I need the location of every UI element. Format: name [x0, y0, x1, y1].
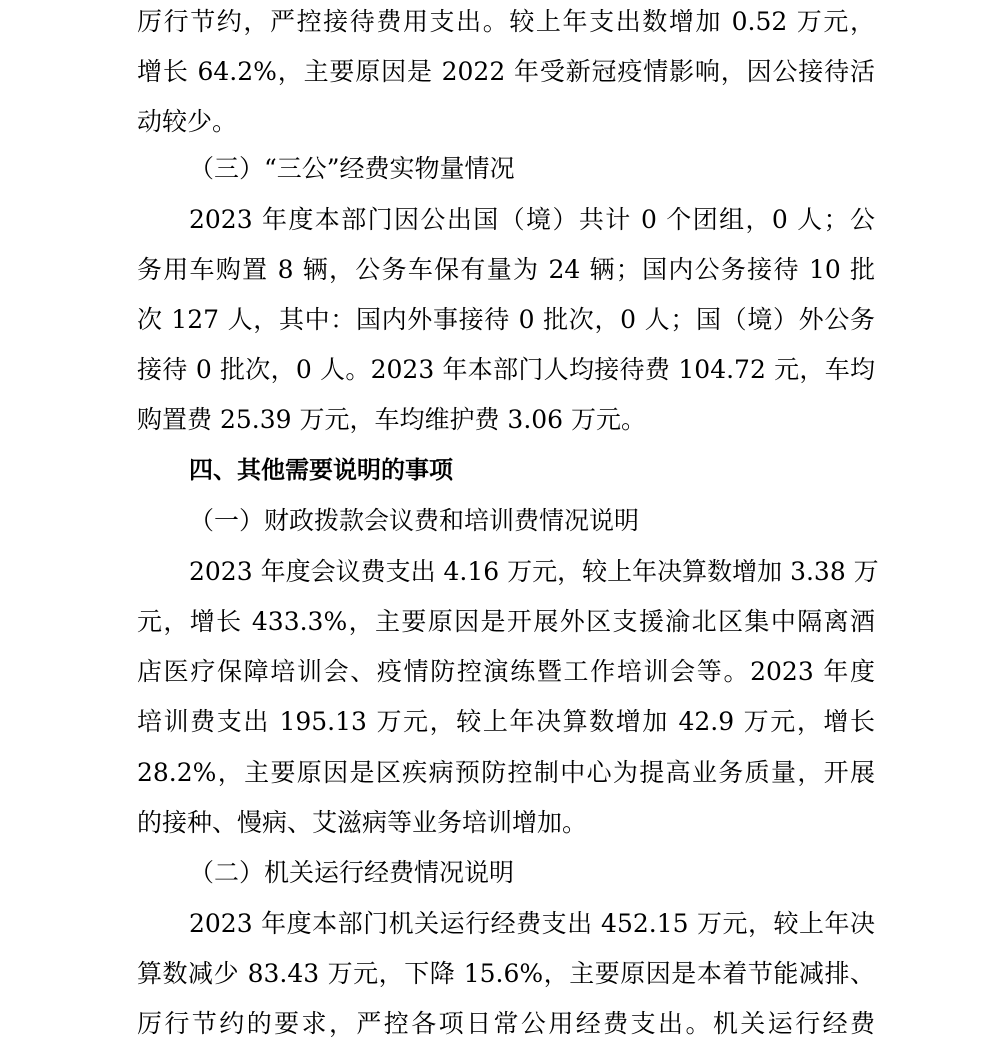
- paragraph-line: 店医疗保障培训会、疫情防控演练暨工作培训会等。2023 年度: [137, 657, 875, 686]
- paragraph-line: 2023 年度会议费支出 4.16 万元，较上年决算数增加 3.38 万: [189, 557, 879, 586]
- section-subheading: （一）财政拨款会议费和培训费情况说明: [189, 506, 640, 535]
- section-heading: 四、其他需要说明的事项: [189, 456, 453, 484]
- paragraph-line: 动较少。: [137, 107, 238, 136]
- paragraph-line: 务用车购置 8 辆，公务车保有量为 24 辆；国内公务接待 10 批: [137, 255, 875, 284]
- paragraph-line: 2023 年度本部门机关运行经费支出 452.15 万元，较上年决: [189, 909, 875, 938]
- paragraph-line: 厉行节约，严控接待费用支出。较上年支出数增加 0.52 万元，: [137, 7, 875, 36]
- paragraph-line: 接待 0 批次，0 人。2023 年本部门人均接待费 104.72 元，车均: [137, 355, 875, 384]
- paragraph-line: 次 127 人，其中：国内外事接待 0 批次，0 人；国（境）外公务: [137, 305, 875, 334]
- section-subheading: （三）“三公”经费实物量情况: [189, 154, 515, 183]
- paragraph-line: 28.2%，主要原因是区疾病预防控制中心为提高业务质量，开展: [137, 758, 875, 787]
- paragraph-line: 算数减少 83.43 万元，下降 15.6%，主要原因是本着节能减排、: [137, 959, 875, 988]
- paragraph-line: 厉行节约的要求，严控各项日常公用经费支出。机关运行经费: [137, 1009, 875, 1038]
- paragraph-line: 元，增长 433.3%，主要原因是开展外区支援渝北区集中隔离酒: [137, 607, 875, 636]
- paragraph-line: 购置费 25.39 万元，车均维护费 3.06 万元。: [137, 405, 647, 434]
- paragraph-line: 增长 64.2%，主要原因是 2022 年受新冠疫情影响，因公接待活: [137, 57, 875, 86]
- section-subheading: （二）机关运行经费情况说明: [189, 858, 515, 887]
- paragraph-line: 2023 年度本部门因公出国（境）共计 0 个团组，0 人；公: [189, 205, 875, 234]
- paragraph-line: 培训费支出 195.13 万元，较上年决算数增加 42.9 万元，增长: [137, 707, 875, 736]
- paragraph-line: 的接种、慢病、艾滋病等业务培训增加。: [137, 808, 588, 837]
